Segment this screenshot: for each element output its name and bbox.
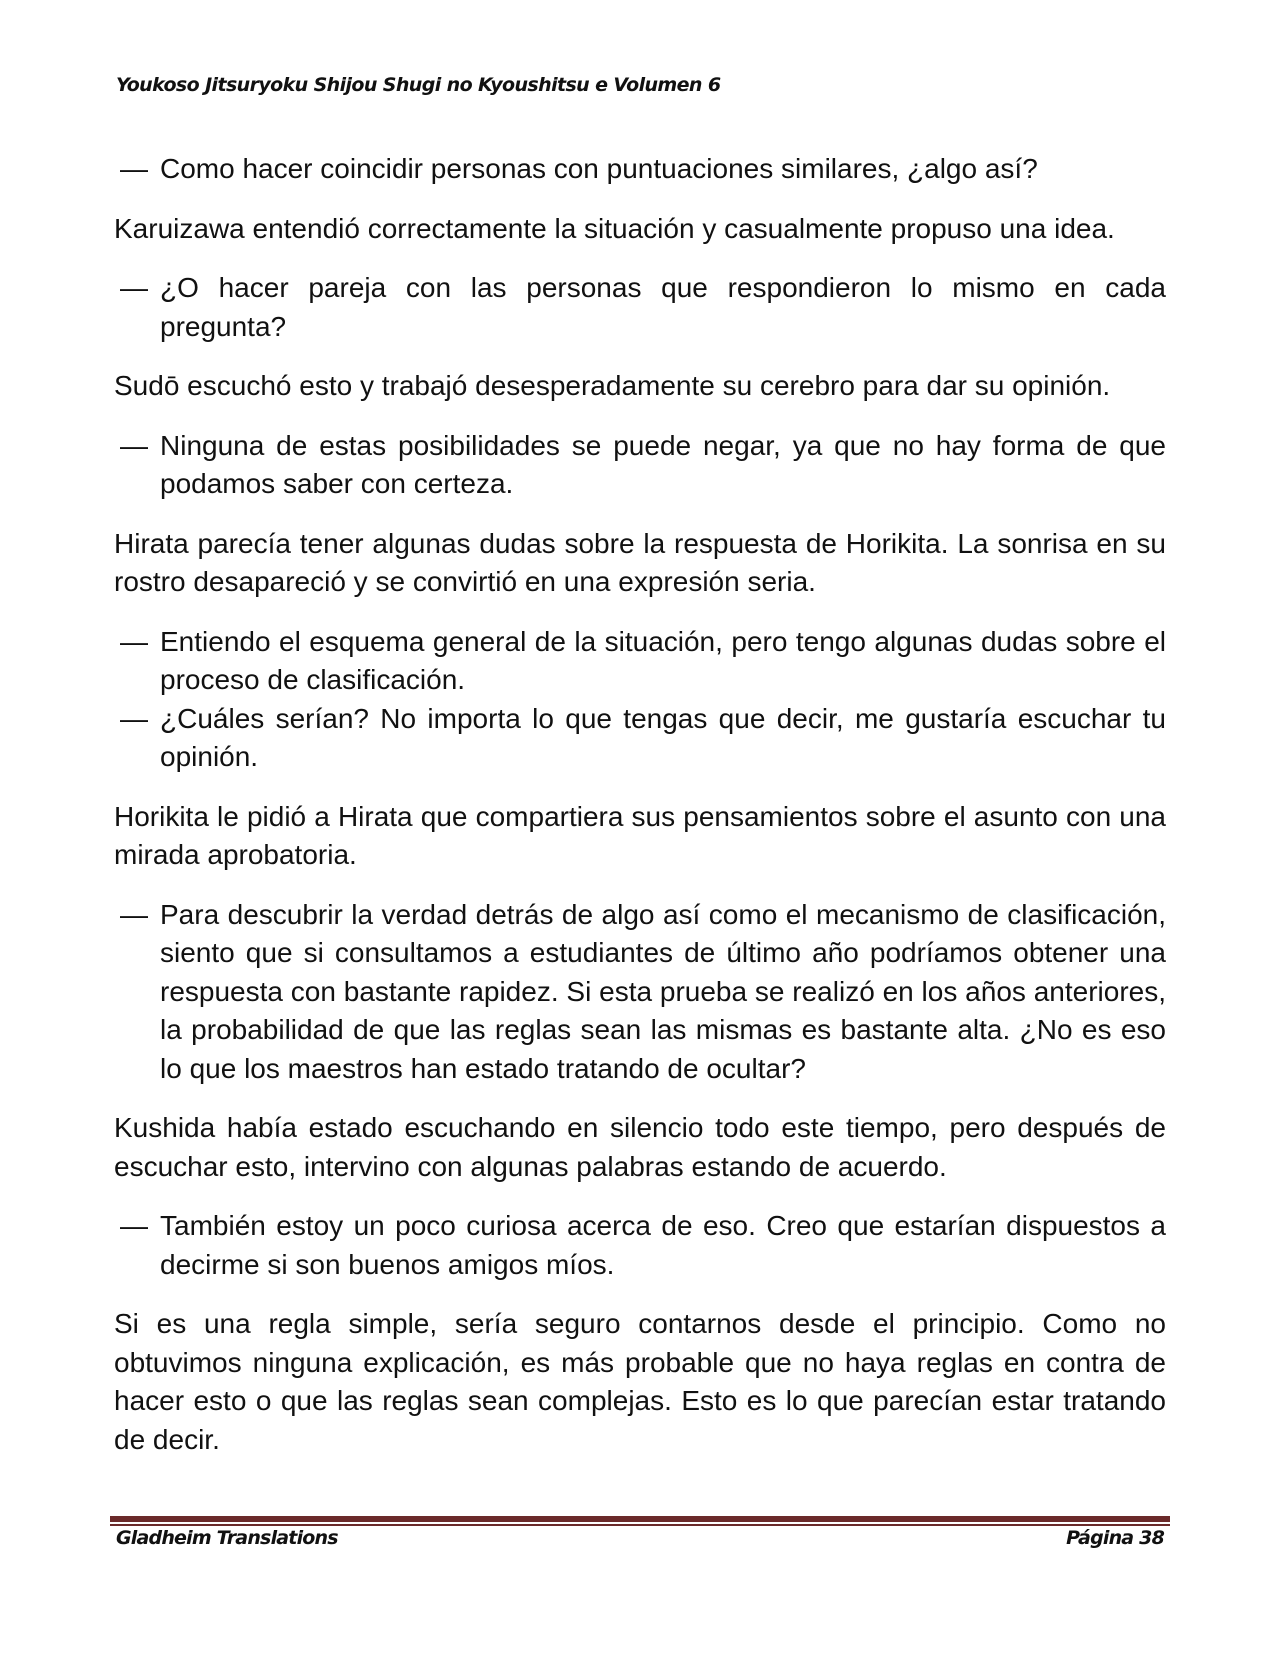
dialogue-text: También estoy un poco curiosa acerca de eso. Creo que estarían dispuestos a decirme si son buenos amigos míos. bbox=[160, 1210, 1166, 1280]
footer-divider-thin bbox=[110, 1524, 1170, 1526]
dialogue-text: ¿Cuáles serían? No importa lo que tengas que decir, me gustaría escuchar tu opinión. bbox=[160, 702, 1166, 772]
page-header-title: Youkoso Jitsuryoku Shijou Shugi no Kyoushitsu e Volumen 6 bbox=[116, 74, 721, 96]
dialogue-dash: — bbox=[120, 429, 148, 461]
dialogue-dash: — bbox=[120, 153, 148, 184]
narration-paragraph: Kushida había estado escuchando en silencio todo este tiempo, pero después de escuchar esto, intervino con algunas palabras estando de acuerdo. bbox=[114, 1112, 1166, 1182]
dialogue-dash: — bbox=[120, 702, 148, 734]
dialogue-text: ¿O hacer pareja con las personas que respondieron lo mismo en cada pregunta? bbox=[160, 272, 1166, 342]
footer-translator-credit: Gladheim Translations bbox=[116, 1527, 338, 1549]
dialogue-line bbox=[114, 150, 1166, 189]
dialogue-line bbox=[114, 427, 1166, 504]
dialogue-line bbox=[114, 896, 1166, 1089]
dialogue-line bbox=[114, 700, 1166, 777]
narration-paragraph: Hirata parecía tener algunas dudas sobre la respuesta de Horikita. La sonrisa en su rostro desapareció y se convirtió en una expresión seria. bbox=[114, 527, 1166, 597]
dialogue-line bbox=[114, 269, 1166, 346]
dialogue-dash: — bbox=[120, 272, 148, 303]
dialogue-dash: — bbox=[120, 898, 148, 930]
narration-paragraph: Sudō escuchó esto y trabajó desesperadamente su cerebro para dar su opinión. bbox=[114, 370, 1111, 401]
dialogue-text: Para descubrir la verdad detrás de algo así como el mecanismo de clasificación, siento que si consultamos a estudiantes de último año podríamos obtener una respuesta con bastante rapidez. Si esta prueba se realizó en los años anteriores, la probabilidad de que las reglas sean las mismas es bastante alta. ¿No es eso lo que los maestros han estado tratando de ocultar? bbox=[160, 898, 1166, 1084]
dialogue-dash: — bbox=[120, 1210, 148, 1241]
dialogue-text: Ninguna de estas posibilidades se puede negar, ya que no hay forma de que podamos saber con certeza. bbox=[160, 429, 1166, 499]
dialogue-dash: — bbox=[120, 625, 148, 657]
footer-page-number: Página 38 bbox=[1066, 1527, 1164, 1549]
footer-divider bbox=[110, 1516, 1170, 1522]
dialogue-text: Como hacer coincidir personas con puntuaciones similares, ¿algo así? bbox=[160, 153, 1038, 184]
narration-paragraph: Horikita le pidió a Hirata que compartiera sus pensamientos sobre el asunto con una mirada aprobatoria. bbox=[114, 800, 1166, 870]
dialogue-line bbox=[114, 623, 1166, 700]
page-body bbox=[114, 150, 1166, 1480]
narration-paragraph: Karuizawa entendió correctamente la situación y casualmente propuso una idea. bbox=[114, 212, 1115, 244]
dialogue-line bbox=[114, 1207, 1166, 1284]
dialogue-text: Entiendo el esquema general de la situación, pero tengo algunas dudas sobre el proceso de clasificación. bbox=[160, 625, 1166, 695]
narration-paragraph: Si es una regla simple, sería seguro contarnos desde el principio. Como no obtuvimos ninguna explicación, es más probable que no haya reglas en contra de hacer esto o que las reglas sean complejas. Esto es lo que parecían estar tratando de decir. bbox=[114, 1308, 1166, 1455]
